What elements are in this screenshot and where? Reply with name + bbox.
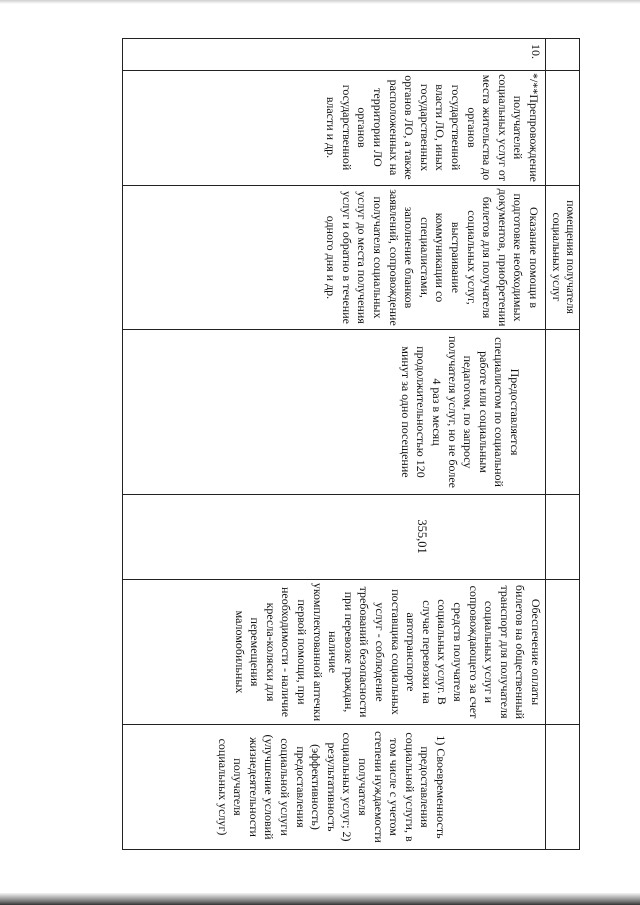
row-number: 10. — [529, 44, 543, 59]
services-table — [122, 38, 580, 850]
service-name: */**Препровождение получателей социальных услуг от места жительства до органов государственной власти ЛО, иных государственных органов ЛО, а также расположенных на территории ЛО органов государственной власти и др. — [324, 73, 541, 182]
provision-conditions: Обеспечение оплаты билетов на общественный транспорт для получателя социальных услуг и сопровождающего за счет средств получателя социальных услуг. В случае перевозки на автотранспорте поставщика социальных услуг - соблюдение требований безопасности при перевозке граждан, наличие укомплектованной аптечки первой помощи, при необходимости - наличие кресла-коляски для перемещения маломобильных — [232, 582, 543, 722]
row-separator — [545, 38, 546, 850]
table-border-left — [122, 38, 580, 39]
continued-cell-text: помещения получателя социальных услуг — [550, 200, 576, 314]
quality-indicators: 1) Своевременность предоставления социальной услуги, в том числе с учетом степени нуждаемости получателя социальных услуг; 2) результативность (эффективность) предоставления социальной услуги (улучшение условий жизнедеятельности получателя социальных услуг) — [215, 731, 448, 843]
service-description: Оказание помощи в подготовке необходимых документов, приобретении билетов для получателя социальных услуг, выстраивание коммуникации со специалистами, заполнение бланков заявлений, сопровождение получателя социальных услуг до места получения услуг и обратно в течение одного дня и др. — [324, 188, 541, 327]
provision-terms: Предоставляется специалистом по социальной работе или социальным педагогом, по запросу получателя услуг, но не более 4 раз в месяц продолжительностью 120 минут за одно посещение — [398, 335, 522, 489]
rotated-table-page — [92, 0, 640, 905]
scan-bottom-edge — [0, 893, 640, 905]
table-border-right — [122, 849, 580, 850]
col-separator — [122, 494, 580, 495]
tariff-value: 355,01 — [415, 519, 429, 554]
table-border-top — [579, 38, 580, 850]
